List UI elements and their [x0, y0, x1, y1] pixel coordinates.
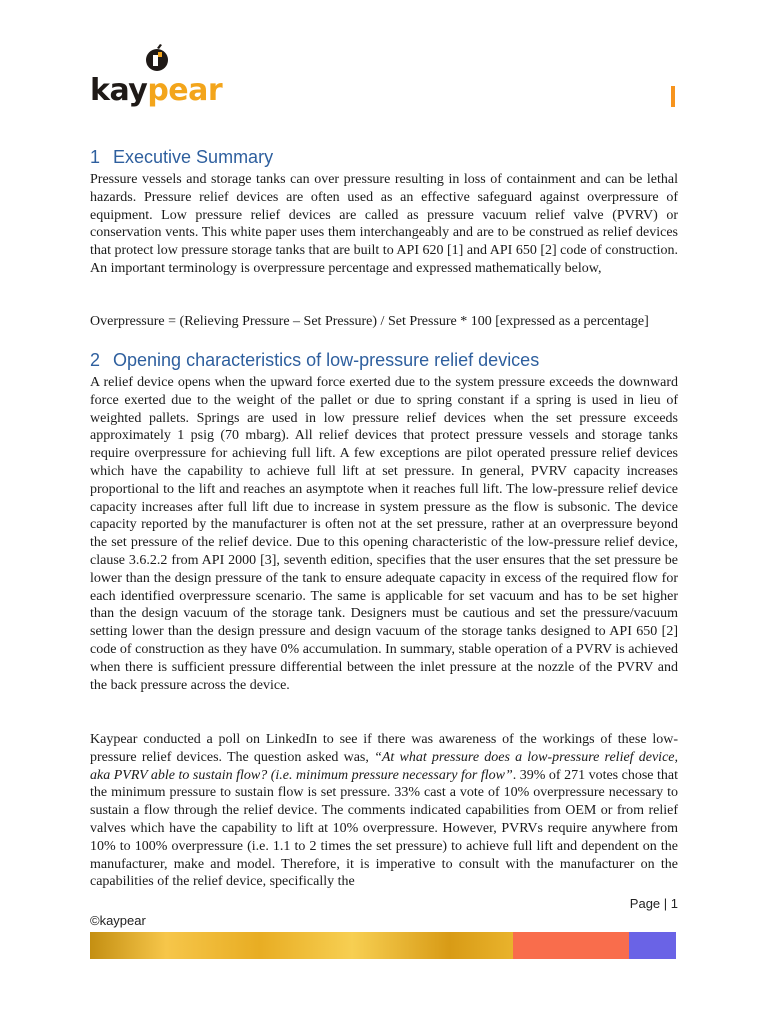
kaypear-logo — [90, 44, 230, 110]
logo-wordmark — [90, 74, 222, 108]
poll-question-quote: “At what pressure does a low-pressure relief device, aka PVRV able to sustain flow? (i.e. minimum pressure necessary for flow” — [90, 749, 679, 783]
executive-summary-paragraph: Pressure vessels and storage tanks can over pressure resulting in loss of containment and can be lethal hazards. Pressure relief devices are often used as an effective safeguard against overpressure of equipment. Low pressure relief devices are called as pressure vacuum relief valve (PVRV) or conservation vents. This white paper uses them interchangeably and are to be construed as relief devices that protect low pressure storage tanks that are built to API 620 [1] and API 650 [2] code of construction. An important terminology is overpressure percentage and expressed mathematically below, — [90, 172, 678, 276]
poll-text-after: . 39% of 271 votes chose that the minimum pressure to sustain flow is set pressure. 33% cast a vote of 10% overpressure necessary to sustain a flow through the relief device. The comments indicated capabilities from OEM or from relief valves which have the capability to lift at 10% overpressure. However, PVRVs require anywhere from 10% to 100% overpressure (i.e. 1.1 to 2 times the set pressure) to achieve full lift and dependent on the manufacturer, make and model. Therefore, it is imperative to consult with the manufacturer on the capabilities of the relief device, specifically the — [90, 767, 678, 890]
logo-text-pear: pear — [147, 73, 223, 108]
footer-bar-orange — [513, 932, 629, 959]
page-number: Page | 1 — [629, 896, 678, 911]
footer-color-bar — [90, 932, 676, 959]
section-heading-opening-characteristics — [90, 349, 539, 371]
overpressure-formula: Overpressure = (Relieving Pressure – Set Pressure) / Set Pressure * 100 [expressed as a percentage] — [90, 314, 649, 329]
copyright-text: ©kaypear — [90, 913, 146, 928]
pear-icon — [144, 44, 170, 72]
footer-bar-purple — [629, 932, 676, 959]
section-title: Executive Summary — [113, 147, 274, 167]
header-accent-bar — [671, 86, 675, 107]
footer-bar-gold — [90, 932, 513, 959]
section-title: Opening characteristics of low-pressure relief devices — [113, 350, 540, 370]
logo-text-kay: kay — [90, 73, 148, 108]
linkedin-poll-paragraph — [90, 731, 678, 891]
opening-characteristics-paragraph: A relief device opens when the upward force exerted due to the system pressure exceeds the downward force exerted due to the weight of the pallet or due to spring constant if a spring is used in lieu of weighted pallets. Springs are used in low pressure relief devices when the set pressure exceeds approximately 1 psig (70 mbarg). All relief devices that protect pressure vessels and storage tanks require overpressure for achieving full lift. A few exceptions are pilot operated pressure relief devices which have the capability to achieve full lift at set pressure. In general, PVRV capacity increases proportional to the lift and reaches an asymptote when it reaches full lift. The low-pressure relief device capacity increases after full lift due to increase in system pressure as the flow is subsonic. The device capacity reported by the manufacturer is often not at the set pressure, rather at an overpressure beyond the set pressure of the relief device. Due to this opening characteristic of the low-pressure relief device, clause 3.6.2.2 from API 2000 [3], seventh edition, specifies that the user ensures that the set pressure be lower than the design pressure of the tank to ensure adequate capacity in excess of the required flow for each identified overpressure scenario. The same is applicable for set vacuum and has to be set higher than the design vacuum of the storage tank. Designers must be cautious and set the pressure/vacuum setting lower than the design pressure and design vacuum of the storage tanks designed to API 650 [2] code of construction as they have 0% accumulation. In summary, stable operation of a PVRV is achieved when there is sufficient pressure differential between the inlet pressure at the nozzle of the PVRV and the back pressure across the device. — [90, 375, 678, 693]
poll-text-before: Kaypear conducted a poll on LinkedIn to see if there was awareness of the workings of these low-pressure relief devices. The question asked was, — [90, 732, 678, 765]
section-number: 2 — [90, 350, 101, 370]
section-number: 1 — [90, 147, 101, 167]
section-heading-executive-summary — [90, 146, 273, 168]
